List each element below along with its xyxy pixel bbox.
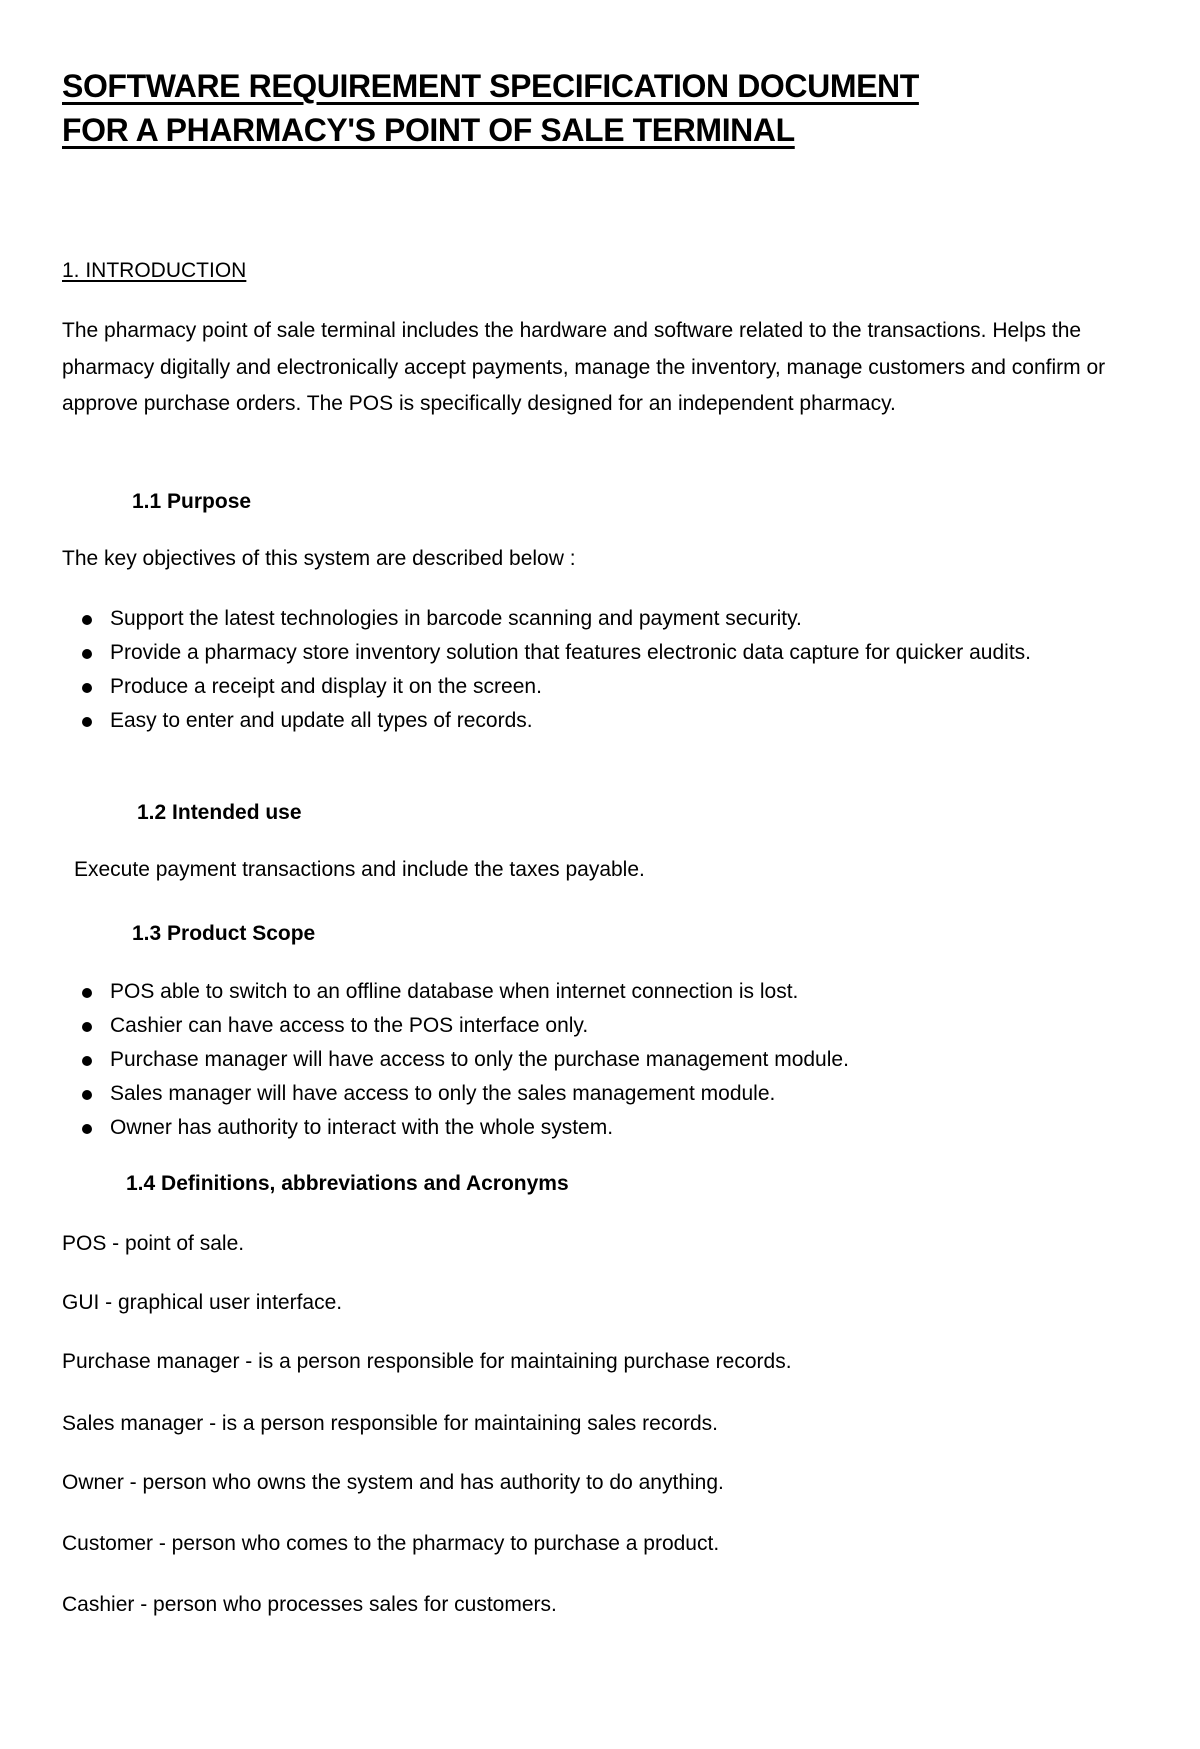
definition-item: Purchase manager - is a person responsible for maintaining purchase records. xyxy=(62,1350,792,1373)
list-item xyxy=(62,1077,1122,1111)
bullet-icon xyxy=(82,1090,92,1100)
list-item-text: POS able to switch to an offline database when internet connection is lost. xyxy=(110,980,799,1003)
bullet-icon xyxy=(82,1124,92,1134)
document-title-line-2: FOR A PHARMACY'S POINT OF SALE TERMINAL xyxy=(62,112,795,148)
bullet-icon xyxy=(82,1056,92,1066)
list-item-text: Owner has authority to interact with the whole system. xyxy=(110,1116,614,1139)
list-item-text: Purchase manager will have access to only the purchase management module. xyxy=(110,1048,849,1071)
introduction-paragraph: The pharmacy point of sale terminal includes the hardware and software related to the transactions. Helps the pharmacy digitally and electronically accept payments, manage the inventory, manage customers and confirm or approve purchase orders. The POS is specifically designed for an independent pharmacy. xyxy=(62,319,1106,415)
list-item xyxy=(62,975,1122,1009)
list-item xyxy=(62,1043,1122,1077)
purpose-list xyxy=(62,602,1122,738)
product-scope-heading: 1.3 Product Scope xyxy=(132,922,316,945)
list-item xyxy=(62,602,1122,636)
product-scope-list xyxy=(62,975,1122,1145)
intended-use-heading: 1.2 Intended use xyxy=(137,801,302,824)
list-item-text: Provide a pharmacy store inventory solution that features electronic data capture for quicker audits. xyxy=(110,641,1031,664)
purpose-intro: The key objectives of this system are described below : xyxy=(62,547,576,570)
intended-use-paragraph: Execute payment transactions and include the taxes payable. xyxy=(74,858,645,881)
list-item xyxy=(62,636,1122,670)
document-title xyxy=(62,64,1142,152)
bullet-icon xyxy=(82,649,92,659)
list-item-text: Easy to enter and update all types of records. xyxy=(110,709,533,732)
list-item xyxy=(62,1111,1122,1145)
purpose-heading: 1.1 Purpose xyxy=(132,490,252,513)
definition-item: Customer - person who comes to the pharmacy to purchase a product. xyxy=(62,1532,720,1555)
definition-item: POS - point of sale. xyxy=(62,1232,245,1255)
list-item xyxy=(62,1009,1122,1043)
list-item-text: Cashier can have access to the POS interface only. xyxy=(110,1014,589,1037)
definition-item: Owner - person who owns the system and has authority to do anything. xyxy=(62,1471,724,1494)
definition-item: Sales manager - is a person responsible for maintaining sales records. xyxy=(62,1412,718,1435)
bullet-icon xyxy=(82,1022,92,1032)
list-item-text: Produce a receipt and display it on the screen. xyxy=(110,675,542,698)
bullet-icon xyxy=(82,988,92,998)
definition-item: GUI - graphical user interface. xyxy=(62,1291,343,1314)
definition-item: Cashier - person who processes sales for customers. xyxy=(62,1593,557,1616)
definitions-heading: 1.4 Definitions, abbreviations and Acronyms xyxy=(126,1172,569,1195)
document-title-line-1: SOFTWARE REQUIREMENT SPECIFICATION DOCUMENT xyxy=(62,68,919,104)
list-item-text: Support the latest technologies in barcode scanning and payment security. xyxy=(110,607,802,630)
list-item xyxy=(62,704,1122,738)
list-item xyxy=(62,670,1122,704)
introduction-heading: 1. INTRODUCTION xyxy=(62,259,247,282)
bullet-icon xyxy=(82,717,92,727)
list-item-text: Sales manager will have access to only the sales management module. xyxy=(110,1082,776,1105)
bullet-icon xyxy=(82,683,92,693)
bullet-icon xyxy=(82,615,92,625)
